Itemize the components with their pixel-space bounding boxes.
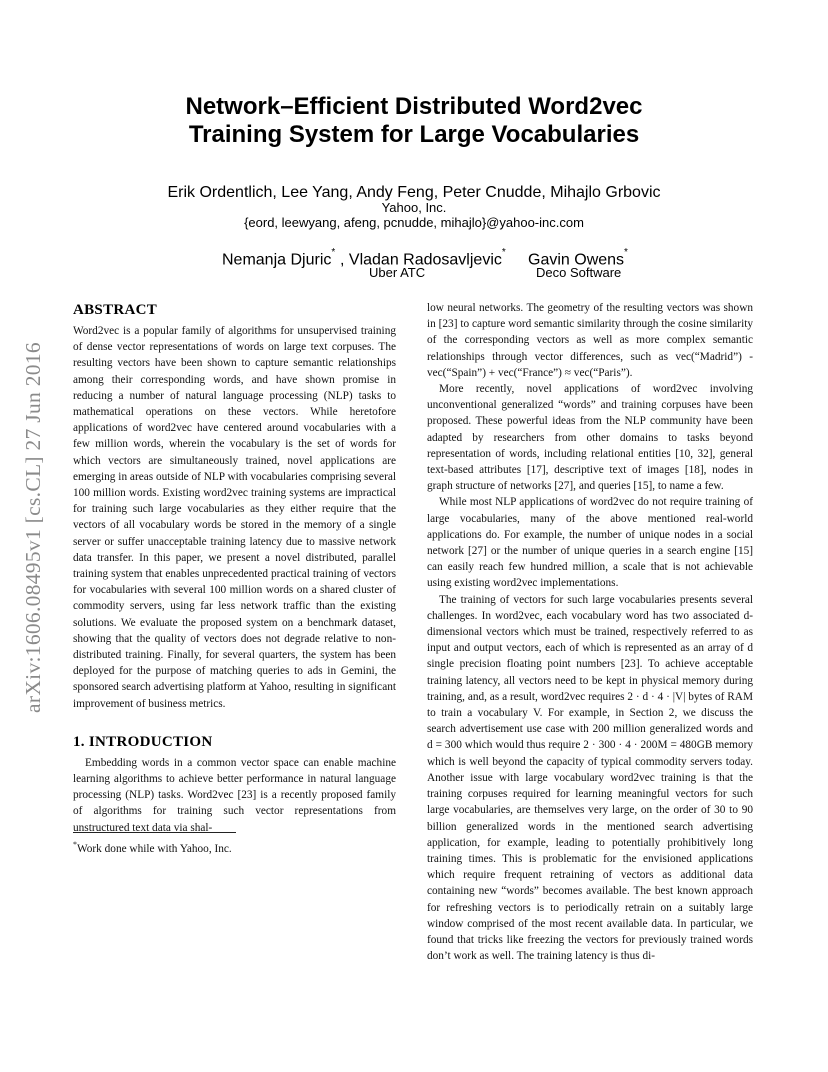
affiliation-yahoo: Yahoo, Inc. (381, 200, 447, 215)
intro-paragraph-3: While most NLP applications of word2vec do not require training of large vocabularies, many of the above mentioned real-world applications do. For example, the number of unique nodes in a social network [27] or the number of unique queries in a search engine [15] can easily reach few hundred million, a scale that is not achievable using existing word2vec implementations. (427, 496, 753, 590)
footnote-star: * (501, 247, 506, 258)
abstract-paragraph: Word2vec is a popular family of algorithms for unsupervised training of dense vector representations of words on large text corpuses. The resulting vectors have been shown to capture semantic relationships among their corresponding words, and have shown promise in reducing a number of natural language processing (NLP) tasks to mathematical operations on these vectors. While heretofore applications of word2vec have centered around vocabularies with a few million words, wherein the vocabulary is the set of words for which vectors are simultaneously trained, novel applications are emerging in areas outside of NLP with vocabularies comprising several 100 million words. Existing word2vec training systems are impractical for training such large vocabularies as they either require that the vectors of all vocabulary words be stored in the memory of a single server or suffer unacceptable training latency due to massive network data transfer. In this paper, we present a novel distributed, parallel training system that enables unprecedented practical training of vectors for vocabularies with several 100 million words on a shared cluster of commodity servers, using far less network traffic than the existing solutions. We evaluate the proposed system on a benchmark dataset, showing that the quality of vectors does not degrade relative to non-distributed training. Finally, for several quarters, the system has been deployed for the purpose of matching queries to ads in Gemini, the sponsored search advertising platform at Yahoo, resulting in significant improvement of business metrics. (73, 325, 396, 710)
author-emails: {eord, leewyang, afeng, pcnudde, mihajlo}@yahoo-inc.com (244, 215, 584, 230)
author-djuric (222, 245, 335, 271)
author-radosavljevic-name: , Vladan Radosavljevic (340, 251, 502, 269)
paper-title-line-1: Network–Efficient Distributed Word2vec (185, 93, 643, 120)
intro-paragraph-1-start: Embedding words in a common vector space can enable machine learning algorithms to achieve better performance in natural language processing (NLP) tasks. Word2vec [23] is a recently proposed family of algorithms for training such vector representations from unstructured text data via shal- (73, 756, 396, 834)
affiliation-deco: Deco Software (536, 265, 622, 280)
paper-title-line-2: Training System for Large Vocabularies (188, 121, 640, 148)
footnote-rule (73, 832, 236, 833)
intro-paragraph-1-end: low neural networks. The geometry of the resulting vectors was shown in [23] to capture word semantic similarity through the cosine similarity of the corresponding vectors as well as more complex semantic relationships through vector differences, such as vec(“Madrid”) - vec(“Spain”) + vec(“France”) ≈ vec(“Paris”). (427, 302, 753, 379)
intro-paragraph-4: The training of vectors for such large vocabularies presents several challenges. In word2vec, each vocabulary word has two associated d-dimensional vectors which must be trained, respectively referred to as input and output vectors, each of which is represented as an array of d single precision floating point numbers [23]. To achieve acceptable training latency, all vectors need to be kept in physical memory during training, and, as a result, word2vec requires 2 · d · 4 · |V| bytes of RAM to train a vocabulary V. For example, in Section 2, we discuss the search advertisement use case with 200 million generalized words and d = 300 which would thus require 2 · 300 · 4 · 200M = 480GB memory which is well beyond the capacity of typical commodity servers today. Another issue with large vocabulary word2vec training is that the training corpuses required for learning meaningful vectors for such large vocabularies, are themselves very large, on the order of 30 to 90 billion generalized words in the mentioned search advertising application, for example, leading to potentially prohibitively long training times. This is problematic for the envisioned applications which require frequent retraining of vectors as additional data containing new “words” becomes available. The best known approach for refreshing vectors is to periodically retrain on a suitably large window comprised of the most recent available data. In particular, we found that tricks like freezing the vectors for previously trained words don’t work as well. The training latency is thus di- (427, 593, 753, 963)
footnote-star: * (73, 840, 77, 849)
author-owens-name: Gavin Owens (528, 251, 625, 269)
left-column (73, 300, 396, 836)
abstract-heading: ABSTRACT (73, 302, 158, 318)
intro-paragraph-2: More recently, novel applications of word2vec involving unconventional generalized “words” and training corpuses have been proposed. These powerful ideas from the NLP community have been adapted by researchers from other domains to tasks beyond representation of words, including relational entities [10, 32], general text-based attributes [17], descriptive text of images [18], nodes in graph structure of networks [27], and queries [15], to name a few. (427, 383, 753, 493)
affiliation-uber: Uber ATC (369, 265, 426, 280)
footnote-star: * (331, 247, 336, 258)
arxiv-stamp-text: arXiv:1606.08495v1 [cs.CL] 27 Jun 2016 (20, 341, 45, 713)
footnote-text: Work done while with Yahoo, Inc. (77, 842, 232, 855)
authors-line: Erik Ordentlich, Lee Yang, Andy Feng, Peter Cnudde, Mihajlo Grbovic (167, 184, 661, 201)
author-djuric-name: Nemanja Djuric (222, 251, 332, 269)
right-column (427, 300, 753, 964)
footnote-star: * (624, 247, 628, 258)
arxiv-stamp (8, 292, 58, 762)
footnote (73, 838, 396, 856)
introduction-heading: 1. INTRODUCTION (73, 733, 213, 750)
